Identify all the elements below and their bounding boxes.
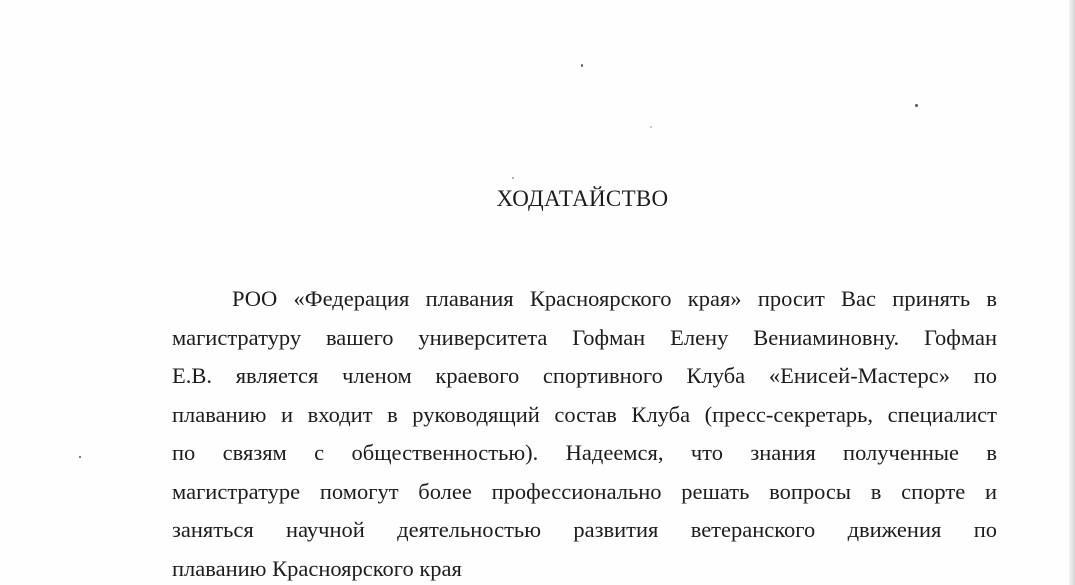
scan-speck: [79, 456, 81, 458]
body-line: плаванию и входит в руководящий состав Клуба (пресс-секретарь, специалист: [172, 401, 997, 427]
scan-speck: [915, 104, 918, 107]
document-body: [172, 280, 997, 585]
body-line: заняться научной деятельностью развития ветеранского движения по: [172, 517, 997, 542]
body-line: по связям с общественностью). Надеемся, что знания полученные в: [172, 440, 997, 465]
scan-speck: [650, 126, 652, 128]
body-line: РОО «Федерация плавания Красноярского края» просит Вас принять в: [232, 286, 997, 311]
body-line: плаванию Красноярского края: [172, 555, 462, 581]
page-edge-shadow: [1069, 0, 1075, 585]
body-line: магистратуре помогут более профессионально решать вопросы в спорте и: [172, 478, 997, 504]
scan-speck: [512, 177, 514, 179]
body-line: магистратуру вашего университета Гофман Елену Вениаминовну. Гофман: [172, 324, 997, 350]
scan-speck: [581, 64, 583, 67]
document-title: ХОДАТАЙСТВО: [496, 186, 669, 211]
body-line: Е.В. является членом краевого спортивного Клуба «Енисей-Мастерс» по: [172, 363, 997, 388]
